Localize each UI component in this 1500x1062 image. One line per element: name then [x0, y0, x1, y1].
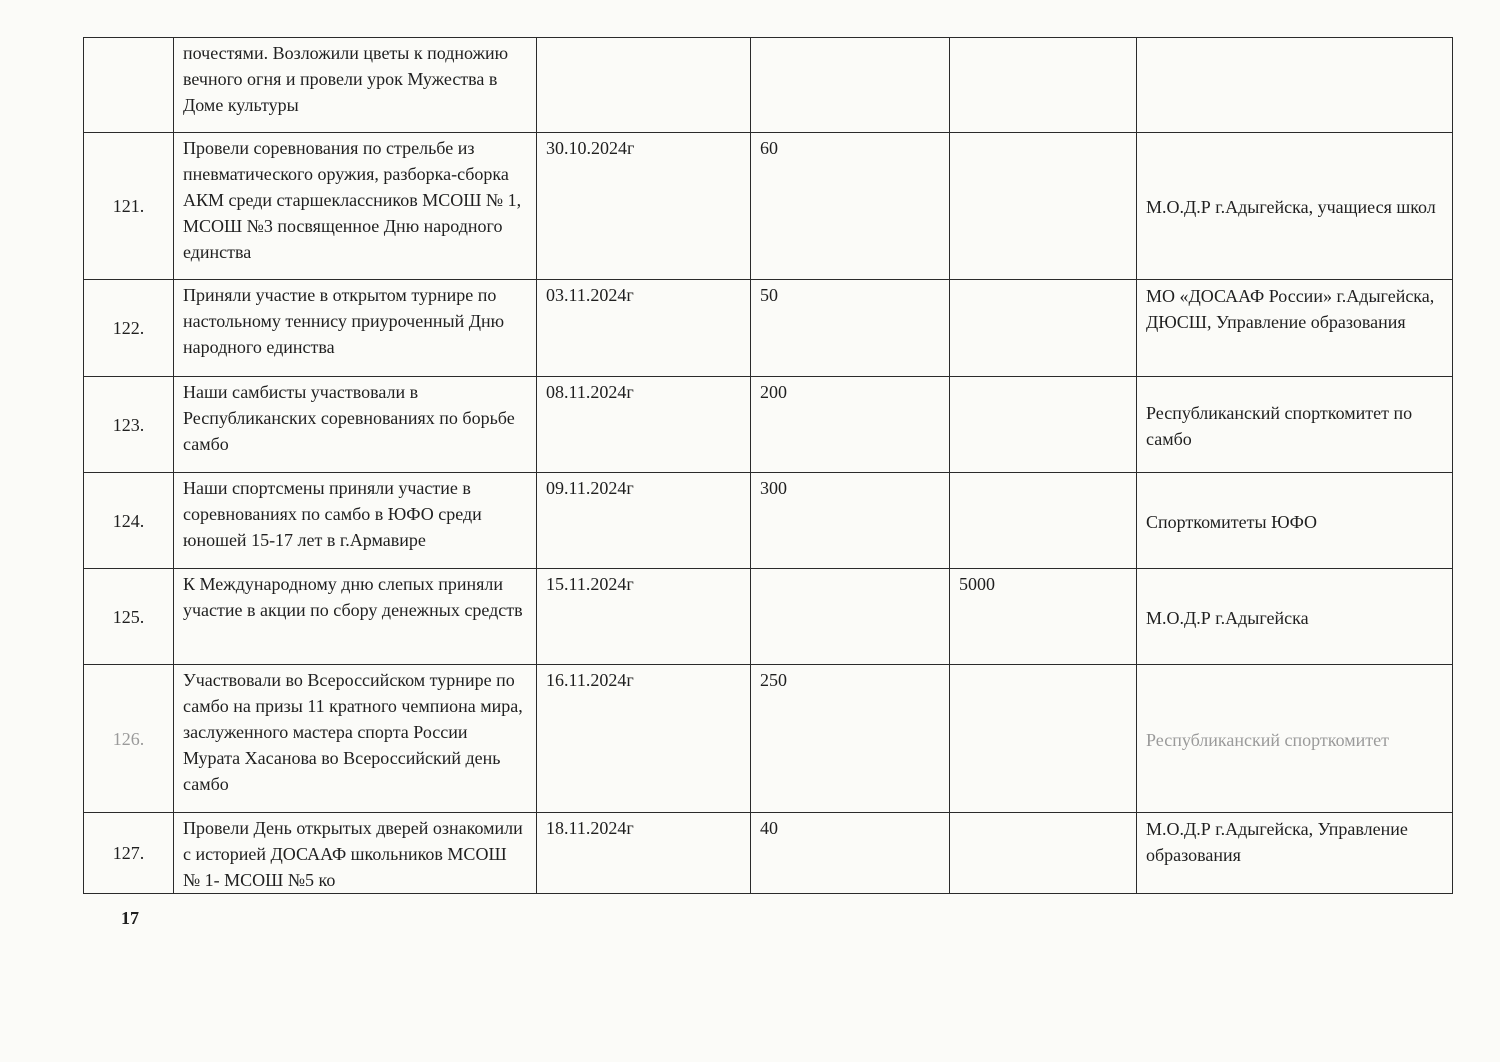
organizer: М.О.Д.Р г.Адыгейска — [1137, 569, 1453, 665]
participant-count — [751, 38, 950, 133]
organizer: М.О.Д.Р г.Адыгейска, учащиеся школ — [1137, 133, 1453, 280]
funds-amount — [950, 473, 1137, 569]
table-row — [84, 133, 1453, 280]
row-number: 126. — [84, 665, 174, 813]
event-description: Наши самбисты участвовали в Республиканских соревнованиях по борьбе самбо — [174, 377, 537, 473]
organizer: Спорткомитеты ЮФО — [1137, 473, 1453, 569]
event-description: Провели соревнования по стрельбе из пневматического оружия, разборка-сборка АКМ среди старшеклассников МСОШ № 1, МСОШ №3 посвященное Дню народного единства — [174, 133, 537, 280]
organizer: Республиканский спорткомитет — [1137, 665, 1453, 813]
row-number: 127. — [84, 813, 174, 894]
funds-amount: 5000 — [950, 569, 1137, 665]
event-description: Приняли участие в открытом турнире по настольному теннису приуроченный Дню народного единства — [174, 280, 537, 377]
funds-amount — [950, 377, 1137, 473]
event-date: 15.11.2024г — [537, 569, 751, 665]
table-row — [84, 38, 1453, 133]
participant-count: 250 — [751, 665, 950, 813]
row-number — [84, 38, 174, 133]
event-date — [537, 38, 751, 133]
event-description: К Международному дню слепых приняли участие в акции по сбору денежных средств — [174, 569, 537, 665]
funds-amount — [950, 280, 1137, 377]
table-row — [84, 377, 1453, 473]
row-number: 123. — [84, 377, 174, 473]
event-date: 09.11.2024г — [537, 473, 751, 569]
event-date: 08.11.2024г — [537, 377, 751, 473]
participant-count: 50 — [751, 280, 950, 377]
funds-amount — [950, 38, 1137, 133]
event-date: 18.11.2024г — [537, 813, 751, 894]
table-row — [84, 813, 1453, 894]
table-row — [84, 569, 1453, 665]
participant-count: 300 — [751, 473, 950, 569]
funds-amount — [950, 813, 1137, 894]
event-description: Провели День открытых дверей ознакомили с историей ДОСААФ школьников МСОШ № 1- МСОШ №5 ко — [174, 813, 537, 894]
funds-amount — [950, 133, 1137, 280]
event-date: 03.11.2024г — [537, 280, 751, 377]
event-description: Участвовали во Всероссийском турнире по самбо на призы 11 кратного чемпиона мира, заслуженного мастера спорта России Мурата Хасанова во Всероссийский день самбо — [174, 665, 537, 813]
participant-count: 200 — [751, 377, 950, 473]
funds-amount — [950, 665, 1137, 813]
activity-table — [83, 37, 1453, 894]
event-date: 30.10.2024г — [537, 133, 751, 280]
event-description: Наши спортсмены приняли участие в соревнованиях по самбо в ЮФО среди юношей 15-17 лет в г.Армавире — [174, 473, 537, 569]
row-number: 122. — [84, 280, 174, 377]
table-row — [84, 473, 1453, 569]
table-row — [84, 280, 1453, 377]
participant-count: 40 — [751, 813, 950, 894]
participant-count: 60 — [751, 133, 950, 280]
row-number: 124. — [84, 473, 174, 569]
organizer: М.О.Д.Р г.Адыгейска, Управление образования — [1137, 813, 1453, 894]
organizer: Республиканский спорткомитет по самбо — [1137, 377, 1453, 473]
event-date: 16.11.2024г — [537, 665, 751, 813]
row-number: 121. — [84, 133, 174, 280]
page-number: 17 — [121, 908, 139, 928]
event-description: почестями. Возложили цветы к подножию вечного огня и провели урок Мужества в Доме культуры — [174, 38, 537, 133]
organizer — [1137, 38, 1453, 133]
table-row — [84, 665, 1453, 813]
row-number: 125. — [84, 569, 174, 665]
organizer: МО «ДОСААФ России» г.Адыгейска, ДЮСШ, Управление образования — [1137, 280, 1453, 377]
participant-count — [751, 569, 950, 665]
